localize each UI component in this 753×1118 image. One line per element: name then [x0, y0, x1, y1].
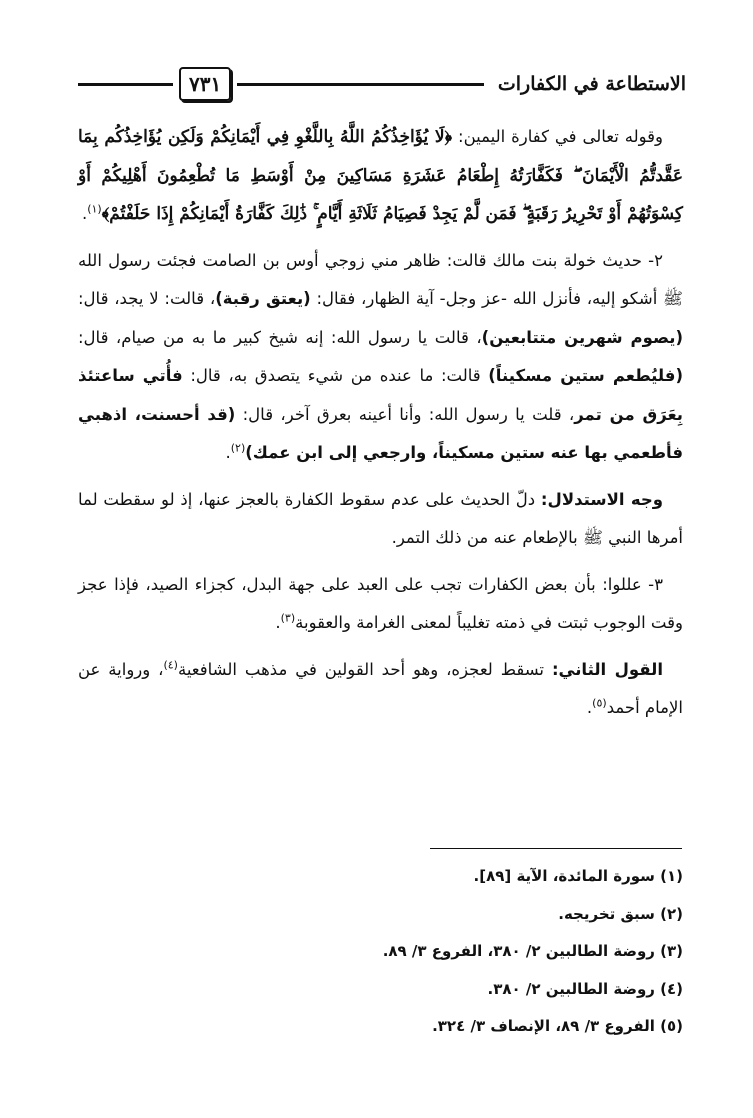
verse-intro: وقوله تعالى في كفارة اليمين:: [452, 127, 663, 146]
end-dot: .: [81, 204, 88, 223]
footnote-ref-5: (٥): [592, 696, 607, 710]
footnote-ref-4: (٤): [163, 658, 178, 671]
footnotes: [78, 858, 683, 1046]
hadith-quote-4: فأُتي ساعتئذ بِعَرَق من تمر: [78, 366, 683, 424]
reasoning-text: ٣- عللوا: بأن بعض الكفارات تجب على العبد على جهة البدل، كجزاء الصيد، فإذا عجز وقت الوجوب ثبتت في ذمته تغليباً لمعنى الغرامة والعقوبة: [78, 574, 683, 632]
inference-label: وجه الاستدلال:: [540, 489, 663, 509]
footnote-item: (١) سورة المائدة، الآية [٨٩].: [473, 867, 683, 885]
footnote-separator: [430, 848, 682, 849]
header-rule-right: [237, 83, 484, 86]
running-title: الاستطاعة في الكفارات: [497, 73, 686, 95]
footnote-ref-1: (١): [87, 202, 102, 216]
main-text: [78, 118, 683, 736]
end-dot: .: [225, 443, 231, 462]
paragraph-second-opinion: [78, 651, 683, 728]
hadith-text-4: قالت: ما عنده من شيء يتصدق به، قال:: [182, 366, 489, 385]
footnote-item: (٢) سبق تخريجه.: [558, 904, 683, 923]
paragraph-quran-verse: [78, 118, 683, 234]
footnote-item: (٥) الفروع ٣/ ٨٩، الإنصاف ٣/ ٣٢٤.: [432, 1017, 683, 1035]
hadith-text-3: ، قالت يا رسول الله: إنه شيخ كبير ما به من صيام، قال:: [78, 327, 482, 347]
inference-text: دلّ الحديث على عدم سقوط الكفارة بالعجز عنها، إذ لو سقطت لما أمرها النبي ﷺ بالإطعام عنه من ذلك التمر.: [78, 489, 683, 547]
hadith-text-2: ، قالت: لا يجد، قال:: [78, 289, 216, 308]
hadith-quote-5: (قد أحسنت، اذهبي فأطعمي بها عنه ستين مسكيناً، وارجعي إلى ابن عمك): [78, 404, 683, 462]
paragraph-hadith: [78, 242, 683, 473]
second-opinion-text-2: ، ورواية عن الإمام أحمد: [78, 659, 683, 717]
second-opinion-label: القول الثاني:: [551, 659, 663, 679]
end-dot: .: [275, 613, 281, 632]
hadith-quote-2: (يصوم شهرين متتابعين): [481, 327, 683, 347]
hadith-text-5: ، قلت يا رسول الله: وأنا أعينه بعرق آخر، قال:: [235, 404, 575, 424]
end-dot: .: [586, 698, 593, 717]
quran-verse: ﴿لَا يُؤَاخِذُكُمُ اللَّهُ بِاللَّغْوِ فِي أَيْمَانِكُمْ وَلَكِن يُؤَاخِذُكُم بِمَا عَقَّدتُّمُ الْأَيْمَانَ ۖ فَكَفَّارَتُهُ إِطْعَامُ عَشَرَةِ مَسَاكِينَ مِنْ أَوْسَطِ مَا تُطْعِمُونَ أَهْلِيكُمْ أَوْ كِسْوَتُهُمْ أَوْ تَحْرِيرُ رَقَبَةٍ ۖ فَمَن لَّمْ يَجِدْ فَصِيَامُ ثَلَاثَةِ أَيَّامٍ ۚ ذَٰلِكَ كَفَّارَةُ أَيْمَانِكُمْ إِذَا حَلَفْتُمْ﴾: [78, 127, 683, 224]
hadith-text: ٢- حديث خولة بنت مالك قالت: ظاهر مني زوجي أوس بن الصامت فجئت رسول الله ﷺ أشكو إليه، فأنزل الله -عز وجل- آية الظهار، فقال:: [78, 250, 683, 308]
paragraph-reasoning: [78, 566, 683, 643]
footnote-ref-3: (٣): [280, 611, 296, 625]
hadith-quote-3: (فليُطعم ستين مسكيناً): [488, 366, 683, 385]
hadith-quote-1: (يعتق رقبة): [215, 289, 311, 308]
second-opinion-text: تسقط لعجزه، وهو أحد القولين في مذهب الشافعية: [177, 659, 552, 679]
paragraph-inference: [78, 481, 683, 558]
footnote-ref-2: (٢): [230, 441, 246, 455]
page-number: ٧٣١: [179, 67, 231, 101]
page-header: [78, 62, 686, 106]
footnote-item: (٤) روضة الطالبين ٢/ ٣٨٠.: [487, 979, 683, 998]
header-rule-left: [78, 83, 173, 86]
footnote-item: (٣) روضة الطالبين ٢/ ٣٨٠، الفروع ٣/ ٨٩.: [382, 942, 683, 960]
